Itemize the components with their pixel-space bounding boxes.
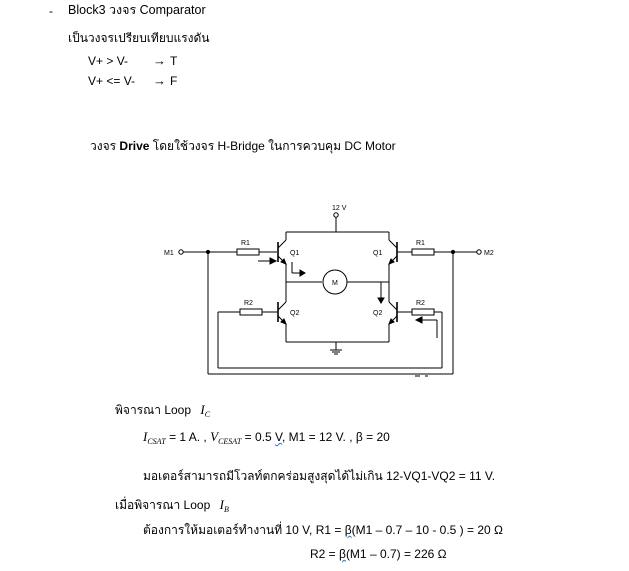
loop-ib-heading <box>115 498 229 514</box>
r1-left-resistor <box>237 249 259 255</box>
r2-left-resistor <box>240 309 262 315</box>
motor-voltage-text: มอเตอร์สามารถมีโวลท์ตกคร่อมสูงสุดได้ไม่เกิน 12-VQ1-VQ2 = 11 V. <box>143 469 496 483</box>
drive-bold: Drive <box>119 139 150 153</box>
loop-var-sub: C <box>204 410 211 419</box>
h-bridge-schematic <box>0 170 629 400</box>
rule-result: F <box>170 74 178 88</box>
r2-prefix: R2 = <box>310 547 336 561</box>
ic-var: I <box>143 429 148 444</box>
block3-title: Block3 วงจร Comparator <box>68 3 206 17</box>
ic-sub: CSAT <box>147 437 166 446</box>
m2-terminal <box>477 250 481 254</box>
r1-text-prefix: ต้องการให้มอเตอร์ทำงานที่ 10 V, R1 = <box>143 523 342 537</box>
r1-left-label: R1 <box>241 240 250 247</box>
r2-right-label: R2 <box>416 300 425 307</box>
motor-label: M <box>332 280 338 287</box>
loop-var: I <box>219 497 224 512</box>
rule-condition: V+ <= V- <box>88 74 136 88</box>
r1-right-label: R1 <box>416 240 425 247</box>
supply-terminal <box>334 213 338 217</box>
m2-label: M2 <box>484 250 494 257</box>
drive-heading <box>90 140 396 152</box>
vce-var: V <box>210 429 219 444</box>
r2-beta: β <box>339 547 346 561</box>
loop-var: I <box>200 402 205 417</box>
r1-beta: β <box>344 523 352 537</box>
m1-label: M1 <box>164 250 174 257</box>
loop-label: พิจารณา Loop <box>115 403 192 417</box>
r1-calculation <box>143 524 503 536</box>
rule-condition: V+ > V- <box>88 54 129 68</box>
params-rest: , M1 = 12 V. , β = 20 <box>281 430 390 444</box>
loop-ic-heading <box>115 403 210 419</box>
r2-right-resistor <box>412 309 434 315</box>
block3-description: เป็นวงจรเปรียบเทียบแรงดัน <box>68 31 210 45</box>
q2-left-label: Q2 <box>290 310 300 317</box>
loop-ic-params <box>143 430 390 446</box>
r2-left-label: R2 <box>244 300 253 307</box>
drive-prefix: วงจร <box>90 139 117 153</box>
arrow-right-icon: → <box>153 53 166 68</box>
drive-rest: โดยใช้วงจร H-Bridge ในการควบคุม DC Motor <box>152 139 396 153</box>
r2-calculation <box>310 548 447 560</box>
vce-unit: V <box>275 430 282 444</box>
r1-right-resistor <box>412 249 434 255</box>
ic-value: = 1 A. , <box>169 430 207 444</box>
bullet-dash: - <box>49 4 53 18</box>
rule-result: T <box>170 54 178 68</box>
r1-text-suffix: (M1 – 0.7 – 10 - 0.5 ) = 20 Ω <box>351 523 504 537</box>
vce-sub: CESAT <box>218 437 242 446</box>
q1-right-label: Q1 <box>373 250 383 257</box>
loop-label: เมื่อพิจารณา Loop <box>115 498 211 512</box>
supply-label: 12 V <box>332 205 347 212</box>
arrow-right-icon: → <box>153 73 166 88</box>
r2-suffix: (M1 – 0.7) = 226 Ω <box>345 547 447 561</box>
q2-right-label: Q2 <box>373 310 383 317</box>
m1-terminal <box>179 250 183 254</box>
loop-var-sub: B <box>223 505 229 514</box>
q1-left-label: Q1 <box>290 250 300 257</box>
vce-value: = 0.5 <box>244 430 272 444</box>
